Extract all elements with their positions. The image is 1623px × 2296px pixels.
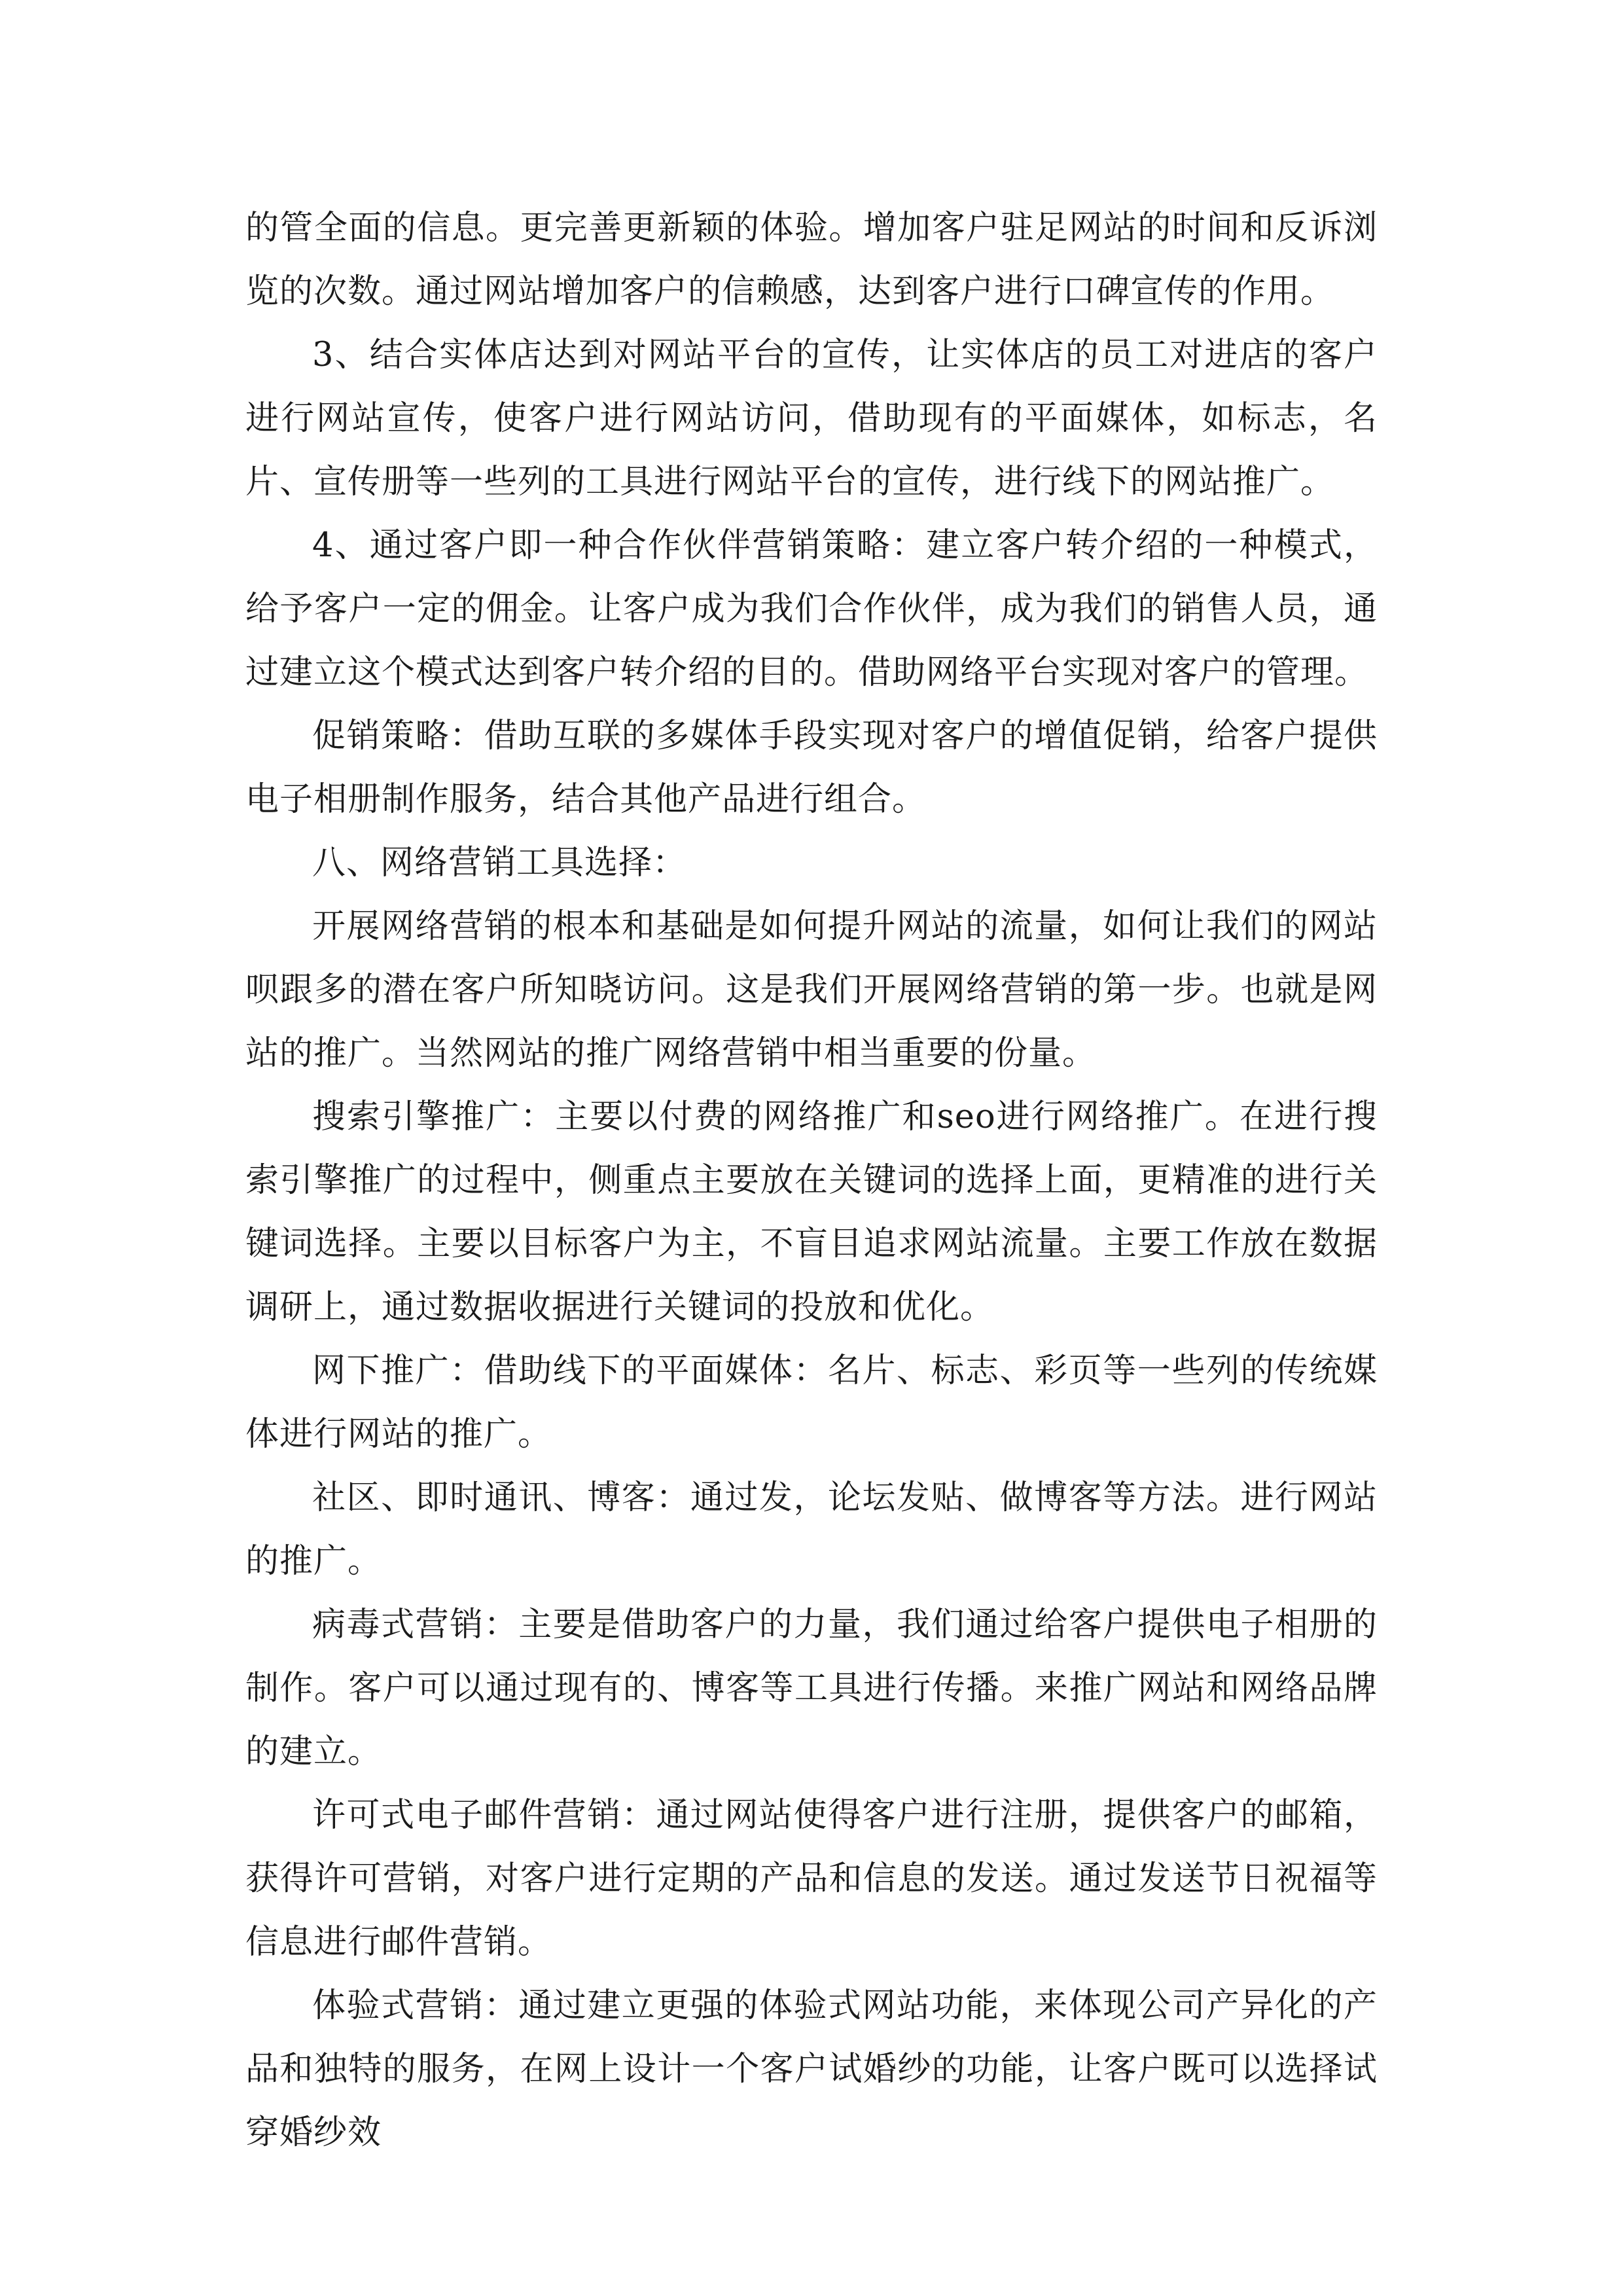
paragraph-viral-marketing: 病毒式营销：主要是借助客户的力量，我们通过给客户提供电子相册的制作。客户可以通过现有的、博客等工具进行传播。来推广网站和网络品牌的建立。 — [245, 1605, 1378, 1771]
paragraph-item-3: 3、结合实体店达到对网站平台的宣传，让实体店的员工对进店的客户进行网站宣传，使客户进行网站访问，借助现有的平面媒体，如标志，名片、宣传册等一些列的工具进行网站平台的宣传，进行线下的网站推广。 — [245, 336, 1378, 501]
paragraph-search-engine: 搜索引擎推广：主要以付费的网络推广和seo进行网络推广。在进行搜索引擎推广的过程中，侧重点主要放在关键词的选择上面，更精准的进行关键词选择。主要以目标客户为主，不盲目追求网站流量。主要工作放在数据调研上，通过数据收据进行关键词的投放和优化。 — [245, 1098, 1378, 1327]
paragraph-email-marketing: 许可式电子邮件营销：通过网站使得客户进行注册，提供客户的邮箱，获得许可营销，对客户进行定期的产品和信息的发送。通过发送节日祝福等信息进行邮件营销。 — [245, 1796, 1378, 1962]
paragraph-continuation: 的管全面的信息。更完善更新颖的体验。增加客户驻足网站的时间和反诉浏览的次数。通过网站增加客户的信赖感，达到客户进行口碑宣传的作用。 — [245, 209, 1378, 311]
document-body — [245, 196, 1378, 2164]
paragraph-experiential-marketing: 体验式营销：通过建立更强的体验式网站功能，来体现公司产异化的产品和独特的服务，在网上设计一个客户试婚纱的功能，让客户既可以选择试穿婚纱效 — [245, 1986, 1378, 2152]
paragraph-item-4: 4、通过客户即一种合作伙伴营销策略：建立客户转介绍的一种模式，给予客户一定的佣金。让客户成为我们合作伙伴，成为我们的销售人员，通过建立这个模式达到客户转介绍的目的。借助网络平台实现对客户的管理。 — [245, 526, 1378, 692]
paragraph-promotion-strategy: 促销策略：借助互联的多媒体手段实现对客户的增值促销，给客户提供电子相册制作服务，结合其他产品进行组合。 — [245, 717, 1378, 819]
paragraph-traffic-basics: 开展网络营销的根本和基础是如何提升网站的流量，如何让我们的网站呗跟多的潜在客户所知晓访问。这是我们开展网络营销的第一步。也就是网站的推广。当然网站的推广网络营销中相当重要的份量。 — [245, 907, 1378, 1073]
paragraph-community: 社区、即时通讯、博客：通过发，论坛发贴、做博客等方法。进行网站的推广。 — [245, 1479, 1378, 1581]
section-heading-tools: 八、网络营销工具选择： — [312, 844, 687, 882]
paragraph-offline-promotion: 网下推广：借助线下的平面媒体：名片、标志、彩页等一些列的传统媒体进行网站的推广。 — [245, 1352, 1378, 1454]
